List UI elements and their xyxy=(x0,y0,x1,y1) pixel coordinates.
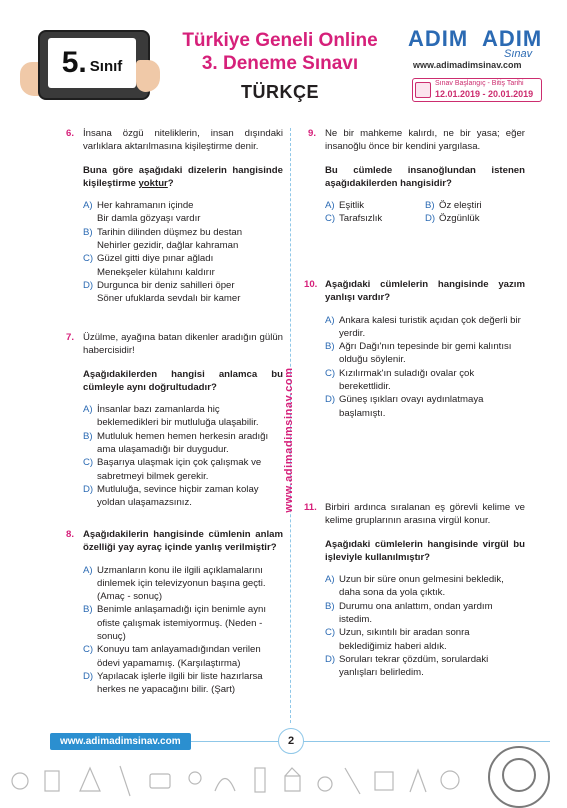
right-hand-icon xyxy=(136,60,160,92)
option-text: Kızılırmak'ın suladığı ovalar çok berekettlidir. xyxy=(339,367,475,393)
seal-inner-ring xyxy=(502,758,536,792)
question-number: 8. xyxy=(66,529,75,540)
option-letter: D) xyxy=(325,394,336,406)
option-c[interactable] xyxy=(325,367,525,394)
option-a[interactable] xyxy=(83,199,283,226)
option-letter: A) xyxy=(325,574,335,586)
grade-number: 5. xyxy=(61,46,87,79)
question-stem: Üzülme, ayağına batan dikenler aradığın gülün habercisidir! xyxy=(83,332,283,357)
option-letter: B) xyxy=(325,341,335,353)
question-9 xyxy=(308,127,525,226)
option-line: Tarihin dilinden düşmez bu destan xyxy=(97,226,243,238)
option-text: Tarafsızlık xyxy=(339,213,383,225)
option-text: Uzun, sıkıntılı bir aradan sonra beklediğimiz haberi aldık. xyxy=(339,627,470,652)
option-b[interactable] xyxy=(83,603,283,643)
option-letter: A) xyxy=(83,200,93,212)
option-letter: D) xyxy=(83,670,94,682)
exam-title-line1: Türkiye Geneli Online xyxy=(182,30,378,51)
option-letter: A) xyxy=(83,404,93,416)
question-8 xyxy=(66,528,283,697)
option-text: Benimle anlaşamadığı için benimle aynı ofiste çalışmak istemiyormuş. (Neden - sonuç) xyxy=(97,604,267,643)
question-stem: Birbiri ardınca sıralanan eş görevli kelime ve kelime gruplarının arasına virgül konur. xyxy=(325,502,525,527)
question-10 xyxy=(304,278,525,420)
exam-title-line2: 3. Deneme Sınavı xyxy=(201,53,359,74)
option-text: Yapılacak işlerle ilgili bir liste hazırlarsa herkes ne yapacağını bilir. (Şart) xyxy=(97,670,263,696)
option-letter: C) xyxy=(83,644,94,656)
options-row xyxy=(325,212,525,225)
option-b[interactable] xyxy=(83,430,283,457)
logo-word-1: ADIM xyxy=(408,26,469,51)
option-letter: B) xyxy=(83,604,93,616)
option-d[interactable] xyxy=(83,670,283,697)
option-letter: D) xyxy=(83,483,94,495)
options-list xyxy=(83,403,283,509)
options-row xyxy=(325,199,525,212)
option-letter: A) xyxy=(83,564,93,576)
option-c[interactable] xyxy=(83,252,283,279)
option-text: Özgünlük xyxy=(439,213,480,225)
option-line: Bir damla gözyaşı vardır xyxy=(97,213,201,225)
vertical-website-text: www.adimadimsinav.com xyxy=(283,367,295,513)
options-list xyxy=(325,314,525,420)
option-letter: C) xyxy=(83,253,94,265)
question-number: 6. xyxy=(66,128,75,139)
option-text: Öz eleştiri xyxy=(439,200,482,212)
brand-logo xyxy=(408,26,548,60)
option-text: Konuyu tam anlayamadığından verilen ödevi yapamamış. (Karşılaştırma) xyxy=(97,644,261,669)
option-letter: C) xyxy=(325,367,336,379)
option-d[interactable] xyxy=(425,212,525,225)
page-footer xyxy=(0,726,567,808)
option-text: Uzmanların konu ile ilgili açıklamalarını dinlemek için televizyonun başına geçti. (Amaç - sonuç) xyxy=(97,564,266,603)
options-list xyxy=(325,573,525,679)
option-letter: C) xyxy=(325,627,336,639)
option-c[interactable] xyxy=(83,643,283,670)
option-letter: B) xyxy=(425,200,435,212)
options-list xyxy=(325,199,525,226)
question-prompt xyxy=(83,164,283,191)
question-7 xyxy=(66,331,283,510)
option-text: Ağrı Dağı'nın tepesinde bir gemi kalıntısı olduğu söylenir. xyxy=(339,341,512,366)
question-stem: Ne bir mahkeme kalırdı, ne bir yasa; eğer insanoğlu önce bir kendini yargılasa. xyxy=(325,128,525,153)
page-header xyxy=(0,0,567,118)
grade-badge xyxy=(48,38,136,88)
option-line: Menekşeler külahını kaldırır xyxy=(97,266,215,278)
options-list xyxy=(83,199,283,305)
option-line: Söner ufuklarda sevdalı bir kamer xyxy=(97,293,241,305)
question-prompt: Aşağıdaki cümlelerin hangisinde yazım yanlışı vardır? xyxy=(325,279,525,304)
question-prompt: Aşağıdakilerden hangisi anlamca bu cümleyle aynı doğrultudadır? xyxy=(83,368,283,393)
option-line: Güzel gitti diye pınar ağladı xyxy=(97,253,214,265)
option-text: Soruları tekrar çözdüm, sorulardaki yanlışları belirledim. xyxy=(339,653,489,679)
option-d[interactable] xyxy=(325,393,525,420)
date-label: Sınav Başlangıç - Bitiş Tarihi xyxy=(435,80,524,87)
option-c[interactable] xyxy=(325,626,525,653)
option-a[interactable] xyxy=(325,314,525,341)
option-letter: A) xyxy=(325,314,335,326)
option-b[interactable] xyxy=(425,199,525,212)
option-text: Mutluluğa, sevince hiçbir zaman kolay yoldan ulaşamazsınız. xyxy=(97,483,259,509)
option-text: Mutluluk hemen hemen herkesin aradığı ama ulaşamadığı bir duygudur. xyxy=(97,430,269,456)
page-number: 2 xyxy=(278,728,304,754)
option-letter: B) xyxy=(83,430,93,442)
question-prompt: Bu cümlede insanoğlundan istenen aşağıdakilerden hangisidir? xyxy=(325,164,525,189)
option-letter: B) xyxy=(325,600,335,612)
option-d[interactable] xyxy=(83,279,283,306)
option-text: Eşitlik xyxy=(339,200,365,212)
option-a[interactable] xyxy=(83,564,283,604)
option-letter: C) xyxy=(83,457,94,469)
option-b[interactable] xyxy=(83,226,283,253)
logo-subtitle: Sınav xyxy=(504,48,533,60)
option-c[interactable] xyxy=(325,212,425,225)
logo-word-2: ADIM xyxy=(482,26,543,51)
question-prompt: Aşağıdaki cümlelerin hangisinde virgül bu işleviyle kullanılmıştır? xyxy=(325,538,525,563)
option-b[interactable] xyxy=(325,340,525,367)
option-letter: B) xyxy=(83,226,93,238)
exam-date-box xyxy=(412,78,542,102)
publisher-seal-icon xyxy=(488,746,550,808)
question-6 xyxy=(66,127,283,306)
option-a[interactable] xyxy=(325,573,525,600)
question-number: 7. xyxy=(66,332,75,343)
option-a[interactable] xyxy=(325,199,425,212)
grade-label: Sınıf xyxy=(89,57,123,75)
prompt-text: Buna göre aşağıdaki dizelerin hangisinde kişileştirme xyxy=(83,164,283,189)
option-line: Her kahramanın içinde xyxy=(97,200,194,212)
school-doodles-icon xyxy=(0,756,480,806)
option-c[interactable] xyxy=(83,456,283,483)
subject-title: TÜRKÇE xyxy=(241,82,319,102)
options-list xyxy=(83,564,283,697)
option-d[interactable] xyxy=(83,483,283,510)
question-11 xyxy=(304,501,525,680)
prompt-end: ? xyxy=(167,177,174,189)
option-letter: C) xyxy=(325,213,336,225)
question-prompt: Aşağıdakilerin hangisinde cümlenin anlam özelliği yay ayraç içinde yanlış verilmiştir? xyxy=(83,529,283,554)
header-website: www.adimadimsinav.com xyxy=(413,60,522,70)
option-text: Durumu ona anlattım, ondan yardım istedim. xyxy=(339,600,493,626)
option-letter: D) xyxy=(425,213,436,225)
prompt-underlined: yoktur xyxy=(138,177,168,189)
option-text: Ankara kalesi turistik açıdan çok değerli bir yerdir. xyxy=(339,314,521,339)
option-text: Başarıya ulaşmak için çok çalışmak ve sabretmeyi bilmek gerekir. xyxy=(97,457,262,482)
option-a[interactable] xyxy=(83,403,283,430)
footer-website-link[interactable]: www.adimadimsinav.com xyxy=(50,733,191,750)
option-line: Durgunca bir deniz sahilleri öper xyxy=(97,279,235,291)
option-text: Güneş ışıkları ovayı aydınlatmaya başlamıştı. xyxy=(339,394,484,419)
option-d[interactable] xyxy=(325,653,525,680)
question-number: 10. xyxy=(304,279,318,290)
tablet-icon xyxy=(38,30,150,100)
option-letter: D) xyxy=(83,279,94,291)
option-text: İnsanlar bazı zamanlarda hiç beklemedikleri bir mutluluğa ulaşabilir. xyxy=(97,404,259,429)
question-stem: İnsana özgü niteliklerin, insan dışındaki varlıklara aktarılmasına kişileştirme denir. xyxy=(83,128,283,153)
date-value: 12.01.2019 - 20.01.2019 xyxy=(435,89,534,99)
option-b[interactable] xyxy=(325,600,525,627)
option-line: Nehirler gezidir, dağlar kahraman xyxy=(97,240,239,252)
option-text: Uzun bir süre onun gelmesini bekledik, daha sona da yola çıktık. xyxy=(339,574,504,599)
question-number: 11. xyxy=(304,502,317,513)
option-letter: D) xyxy=(325,653,336,665)
option-letter: A) xyxy=(325,200,335,212)
question-number: 9. xyxy=(308,128,317,139)
calendar-icon xyxy=(415,82,431,98)
